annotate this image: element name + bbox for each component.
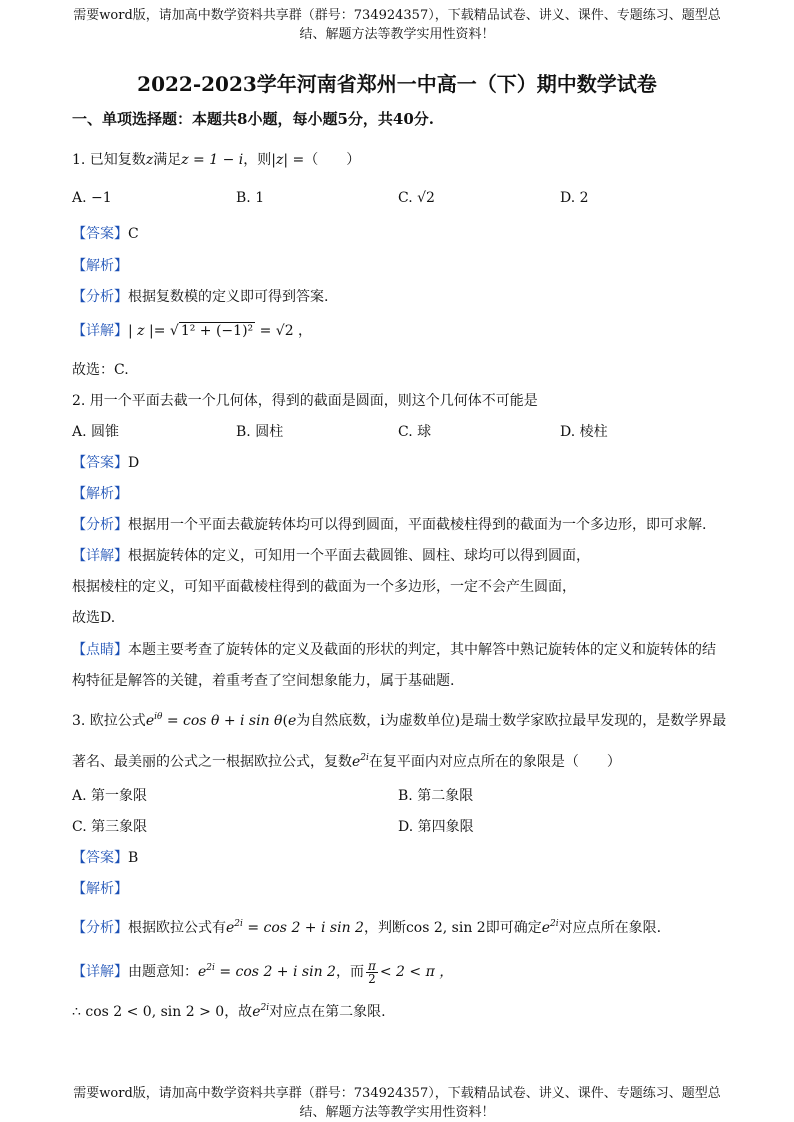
q3-option-d: D. 第四象限	[398, 819, 474, 835]
section-heading: 一、单项选择题：本题共8小题，每小题5分，共40分.	[72, 110, 434, 128]
q1-option-a: A. −1	[72, 190, 112, 206]
q2-fenxi: 【分析】根据用一个平面去截旋转体均可以得到圆面，平面截棱柱得到的截面为一个多边形，即可求解.	[72, 517, 707, 533]
page-title: 2022-2023学年河南省郑州一中高一（下）期中数学试卷	[137, 72, 657, 96]
q2-stem: 2. 用一个平面去截一个几何体，得到的截面是圆面，则这个几何体不可能是	[72, 393, 538, 409]
q1-stem: 1. 已知复数z满足z = 1 − i，则|z| =（ ）	[72, 152, 361, 168]
q3-stem-1: 3. 欧拉公式$e^{i\theta} = \cos \theta + i$ sin θ(e为自然底数，i为虚数单位)是瑞士数学家欧拉最早发现的，是数学界最	[72, 712, 727, 729]
q3-option-c: C. 第三象限	[72, 819, 148, 835]
q1-answer: 【答案】C	[72, 226, 139, 242]
q2-option-c: C. 球	[398, 424, 432, 440]
q1-analysis-label: 【解析】	[72, 258, 128, 274]
q3-final: ∴ cos 2 < 0, sin 2 > 0，故$e^{2i}$对应点在第二象限.	[72, 1003, 386, 1020]
q2-answer: 【答案】D	[72, 455, 140, 471]
q1-option-d: D. 2	[560, 190, 589, 206]
q1-fenxi: 【分析】根据复数模的定义即可得到答案.	[72, 289, 329, 305]
q2-option-a: A. 圆锥	[72, 424, 120, 440]
banner-line-1: 需要word版，请加高中数学资料共享群（群号：734924357），下载精品试卷、讲义、课件、专题练习、题型总	[73, 1086, 721, 1101]
banner-line-2: 结、解题方法等教学实用性资料！	[299, 1105, 495, 1120]
top-banner	[60, 6, 734, 44]
banner-line-1: 需要word版，请加高中数学资料共享群（群号：734924357），下载精品试卷、讲义、课件、专题练习、题型总	[73, 8, 721, 23]
q3-analysis-label: 【解析】	[72, 881, 128, 897]
q3-fenxi: 【分析】根据欧拉公式有$e^{2i} = \cos 2 + i$ sin 2，判断cos 2, sin 2即可确定$e^{2i}$对应点所在象限.	[72, 919, 662, 936]
q2-option-d: D. 棱柱	[560, 424, 608, 440]
q1-option-c: C. √2	[398, 190, 435, 206]
q3-stem-2: 著名、最美丽的公式之一根据欧拉公式，复数$e^{2i}$在复平面内对应点所在的象限是（ ）	[72, 753, 621, 770]
q1-conclusion: 故选：C.	[72, 362, 129, 378]
pi-over-2-fraction: $\frac{\pi}{2}$	[367, 958, 376, 986]
bottom-banner	[60, 1084, 734, 1122]
q1-option-b: B. 1	[236, 190, 265, 206]
q3-option-b: B. 第二象限	[398, 788, 474, 804]
q2-comment-2: 构特征是解答的关键，着重考查了空间想象能力，属于基础题.	[72, 673, 455, 689]
q2-detail-2: 根据棱柱的定义，可知平面截棱柱得到的截面为一个多边形，一定不会产生圆面，	[72, 579, 576, 595]
q3-answer: 【答案】B	[72, 850, 139, 866]
q2-comment-1: 【点睛】本题主要考查了旋转体的定义及截面的形状的判定，其中解答中熟记旋转体的定义和旋转体的结	[72, 642, 716, 658]
q3-option-a: A. 第一象限	[72, 788, 148, 804]
q2-detail-1: 【详解】根据旋转体的定义，可知用一个平面去截圆锥、圆柱、球均可以得到圆面，	[72, 548, 590, 564]
q3-detail: 【详解】由题意知：$e^{2i} = \cos 2 + i$ sin 2，而 $\frac{\pi}{2}$ < 2 < π ，	[72, 958, 454, 986]
q2-option-b: B. 圆柱	[236, 424, 284, 440]
q2-conclusion: 故选D.	[72, 610, 116, 626]
q1-detail: 【详解】| z |= √ 1² + (−1)² = √2 ，	[72, 323, 313, 339]
banner-line-2: 结、解题方法等教学实用性资料！	[299, 27, 495, 42]
q2-analysis-label: 【解析】	[72, 486, 128, 502]
